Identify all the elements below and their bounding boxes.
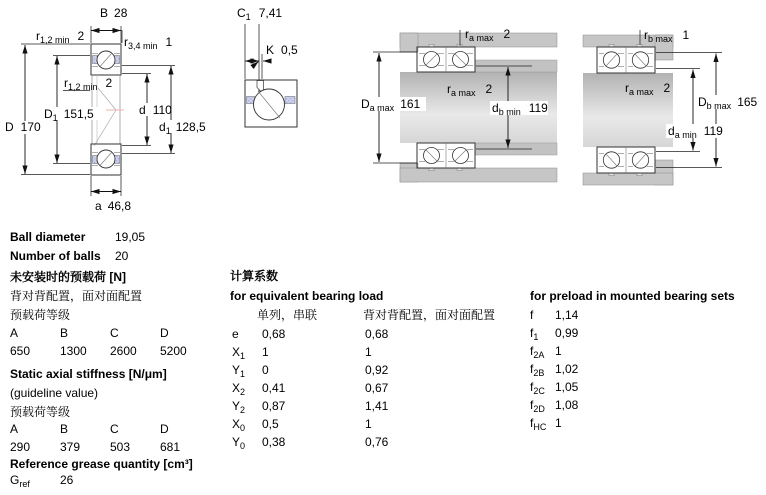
preload-value-a: 650 — [10, 344, 31, 358]
preload-factor-symbol: $f_{2C}$ — [530, 380, 545, 396]
stiffness-value-b: 379 — [60, 440, 81, 454]
dim-inner-shoulder-label: $d_1$ 128,5 — [159, 120, 206, 136]
number-of-balls-value: 20 — [115, 249, 129, 263]
spacer-bottom — [583, 173, 673, 185]
preload-factor-value: 1,02 — [555, 362, 579, 376]
dim-da-shaft-label: $d_{a min}$ 119 — [668, 124, 723, 140]
factor-value-2: 1 — [365, 417, 372, 431]
preload-factor-value: 1,08 — [555, 398, 579, 412]
dim-db-shaft-label: $d_{b min}$ 119 — [492, 101, 548, 117]
bearing-section-top — [91, 44, 121, 75]
stiffness-header-b: B — [60, 422, 69, 436]
col-header-single-tandem: 单列，串联 — [257, 308, 318, 322]
preload-factor-value: 1,14 — [555, 308, 579, 322]
factor-value-1: 0,41 — [262, 381, 286, 395]
dim-r12-top-label: $r_{1,2 min}$ 2 — [36, 29, 85, 45]
factor-value-2: 1,41 — [365, 399, 389, 413]
stiffness-header-c: C — [110, 422, 119, 436]
stiffness-value-a: 290 — [10, 440, 31, 454]
factor-value-1: 0,38 — [262, 435, 286, 449]
dim-width-label: B 28 — [100, 6, 128, 20]
preload-header-b: B — [60, 326, 69, 340]
dim-shoulder-diameter-label: $D_1$ 151,5 — [44, 107, 94, 123]
dim-ra-top-label: $r_{a max}$ 2 — [465, 27, 511, 43]
factor-value-2: 0,67 — [365, 381, 389, 395]
preload-value-b: 1300 — [60, 344, 87, 358]
dim-bore-diameter-label: d 110 — [139, 103, 172, 117]
factor-value-1: 0 — [262, 363, 269, 377]
factor-symbol: $X_1$ — [232, 345, 246, 361]
calc-factors-title: 计算系数 — [230, 269, 279, 283]
preload-factor-value: 1,05 — [555, 380, 579, 394]
ball-diameter-value: 19,05 — [115, 230, 146, 244]
preload-factors-title: for preload in mounted bearing sets — [530, 289, 735, 303]
factor-value-1: 0,68 — [262, 327, 286, 341]
dim-rb-label: $r_{b max}$ 1 — [644, 28, 690, 44]
dim-a-label: a 46,8 — [95, 199, 132, 213]
stiffness-subtitle: (guideline value) — [10, 386, 99, 400]
grease-symbol: $G_{ref}$ — [10, 473, 30, 489]
factor-symbol: $X_2$ — [232, 381, 246, 397]
preload-factor-value: 1 — [555, 416, 562, 430]
preload-factor-symbol: $f_{HC}$ — [530, 416, 547, 432]
stiffness-class-label: 预载荷等级 — [10, 405, 71, 419]
grease-quantity-title: Reference grease quantity [cm³] — [10, 457, 193, 471]
stiffness-value-c: 503 — [110, 440, 131, 454]
preload-header-a: A — [10, 326, 19, 340]
bearing-pair-top — [597, 44, 655, 73]
housing-bottom — [400, 168, 557, 182]
preload-class-label: 预载荷等级 — [10, 308, 71, 322]
dim-k-label: K 0,5 — [266, 43, 298, 57]
stiffness-header-a: A — [10, 422, 19, 436]
dim-r34-label: $r_{3,4 min}$ 1 — [124, 35, 173, 51]
bearing-detail-section — [245, 80, 297, 127]
factor-symbol: $Y_1$ — [232, 363, 246, 379]
number-of-balls-label: Number of balls — [10, 249, 101, 263]
dim-c1-label: $C_1$ 7,41 — [237, 6, 283, 22]
dim-da-housing-label: $D_{a max}$ 161 — [361, 97, 421, 113]
preload-value-d: 5200 — [160, 344, 187, 358]
ball-diameter-label: Ball diameter — [10, 230, 86, 244]
bearing-section-bottom — [91, 144, 121, 175]
front-view-drawing — [3, 6, 206, 213]
bearing-pair-top — [417, 44, 475, 72]
dim-outer-diameter-label: D 170 — [5, 120, 41, 134]
detail-view-drawing — [237, 6, 298, 127]
stiffness-title: Static axial stiffness [N/μm] — [10, 367, 167, 381]
preload-factor-symbol: f — [530, 308, 534, 322]
housing-shoulder-top — [400, 33, 418, 52]
factor-value-2: 1 — [365, 345, 372, 359]
factor-symbol: e — [232, 327, 239, 341]
factor-symbol: $X_0$ — [232, 417, 246, 433]
bearing-pair-bottom — [417, 143, 475, 171]
shaft-abutment-drawing — [583, 28, 760, 185]
bearing-pair-bottom — [597, 147, 655, 176]
stiffness-header-d: D — [160, 422, 169, 436]
preload-factor-symbol: $f_{2A}$ — [530, 344, 545, 360]
factor-value-2: 0,68 — [365, 327, 389, 341]
dim-ra-mid-label: $r_{a max}$ 2 — [447, 82, 493, 98]
preload-header-c: C — [110, 326, 119, 340]
stiffness-value-d: 681 — [160, 440, 181, 454]
preload-value-c: 2600 — [110, 344, 137, 358]
preload-factor-symbol: $f_{2D}$ — [530, 398, 545, 414]
preload-unmounted-title: 未安装时的预载荷 [N] — [10, 270, 126, 284]
preload-header-d: D — [160, 326, 169, 340]
dim-ra-label: $r_{a max}$ 2 — [625, 81, 671, 97]
preload-factor-value: 1 — [555, 344, 562, 358]
factor-symbol: $Y_0$ — [232, 435, 246, 451]
preload-arrangement-subtitle: 背对背配置，面对面配置 — [10, 289, 143, 303]
preload-factor-value: 0,99 — [555, 326, 579, 340]
grease-value: 26 — [60, 473, 74, 487]
factor-value-2: 0,92 — [365, 363, 389, 377]
col-header-back-to-back: 背对背配置，面对面配置 — [363, 308, 496, 322]
preload-factor-symbol: $f_1$ — [530, 326, 539, 342]
factor-value-2: 0,76 — [365, 435, 389, 449]
housing-abutment-drawing — [359, 27, 557, 182]
factor-value-1: 0,5 — [262, 417, 279, 431]
preload-factor-symbol: $f_{2B}$ — [530, 362, 545, 378]
factor-value-1: 1 — [262, 345, 269, 359]
technical-drawings — [0, 0, 766, 225]
factor-symbol: $Y_2$ — [232, 399, 246, 415]
factor-value-1: 0,87 — [262, 399, 286, 413]
dim-db-housing-label: $D_{b max}$ 165 — [698, 95, 758, 111]
equiv-load-title: for equivalent bearing load — [230, 289, 384, 303]
dim-r12-mid-label: $r_{1,2 min}$ 2 — [64, 76, 113, 92]
